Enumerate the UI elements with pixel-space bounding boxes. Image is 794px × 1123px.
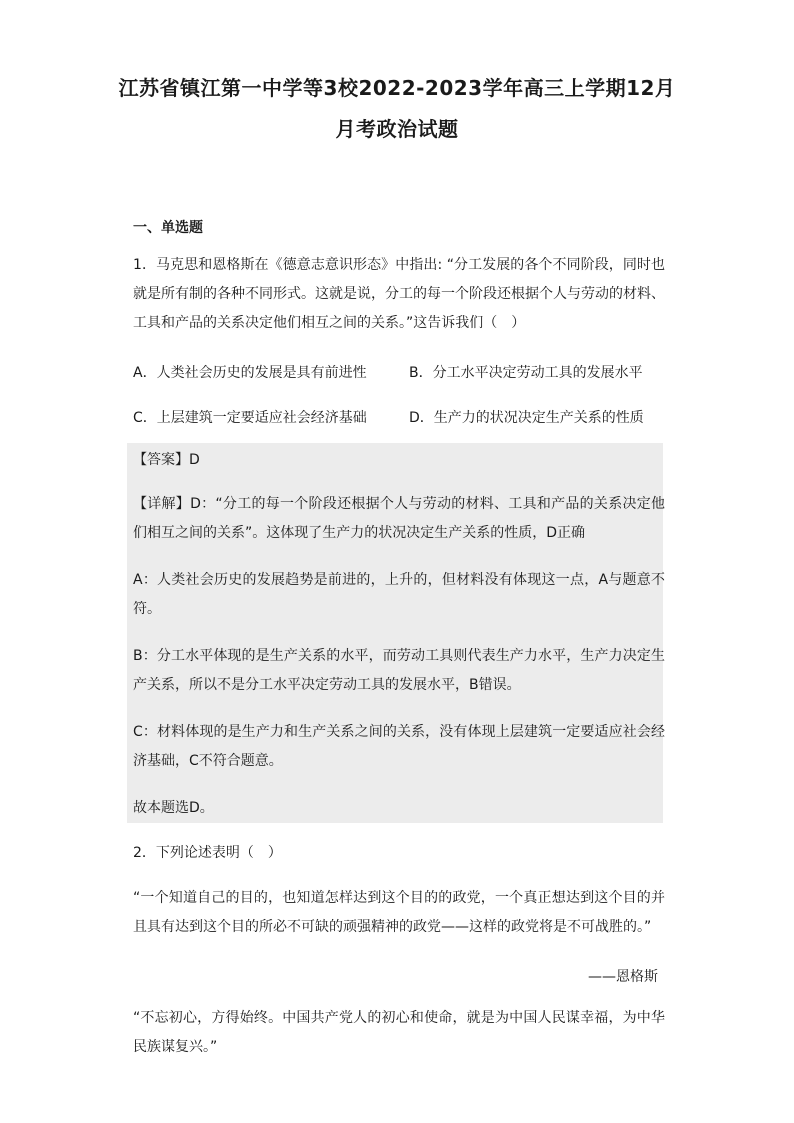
q2-quote-2: “不忘初心，方得始终。中国共产党人的初心和使命，就是为中国人民谋幸福，为中华民族谋复兴。” <box>133 1010 665 1055</box>
q1-explain-b: B：分工水平体现的是生产关系的水平，而劳动工具则代表生产力水平，生产力决定生产关系，所以不是分工水平决定劳动工具的发展水平，B错误。 <box>133 648 665 693</box>
q1-explain-c: C：材料体现的是生产力和生产关系之间的关系，没有体现上层建筑一定要适应社会经济基础，C不符合题意。 <box>133 724 665 769</box>
q2-quote-1: “一个知道自己的目的，也知道怎样达到这个目的的政党，一个真正想达到这个目的并且具有达到这个目的所必不可缺的顽强精神的政党——这样的政党将是不可战胜的。” <box>133 890 665 935</box>
q1-option-b: B．分工水平决定劳动工具的发展水平 <box>409 365 643 381</box>
q1-option-d: D．生产力的状况决定生产关系的性质 <box>409 410 644 426</box>
title-line-1: 江苏省镇江第一中学等3校2022-2023学年高三上学期12月 <box>118 76 676 100</box>
section-heading: 一、单选题 <box>133 220 203 236</box>
q1-answer: 【答案】D <box>133 452 200 468</box>
q1-detail: 【详解】D：“分工的每一个阶段还根据个人与劳动的材料、工具和产品的关系决定他们相互之间的关系”。这体现了生产力的状况决定生产关系的性质，D正确 <box>133 496 665 541</box>
question-2-stem: 2．下列论述表明（ ） <box>133 845 282 861</box>
q1-option-c: C．上层建筑一定要适应社会经济基础 <box>133 410 367 426</box>
q1-conclusion: 故本题选D。 <box>133 800 214 816</box>
q2-quote-1-source: ——恩格斯 <box>588 969 658 985</box>
q1-explain-a: A：人类社会历史的发展趋势是前进的，上升的，但材料没有体现这一点，A与题意不符。 <box>133 572 665 617</box>
q1-option-a: A．人类社会历史的发展是具有前进性 <box>133 365 367 381</box>
question-1-stem: 1．马克思和恩格斯在《德意志意识形态》中指出: “分工发展的各个不同阶段，同时也就是所有制的各种不同形式。这就是说，分工的每一个阶段还根据个人与劳动的材料、工具和产品的关系决定他们相互之间的关系。”这告诉我们（ ） <box>133 257 665 331</box>
title-line-2: 月考政治试题 <box>335 117 459 141</box>
